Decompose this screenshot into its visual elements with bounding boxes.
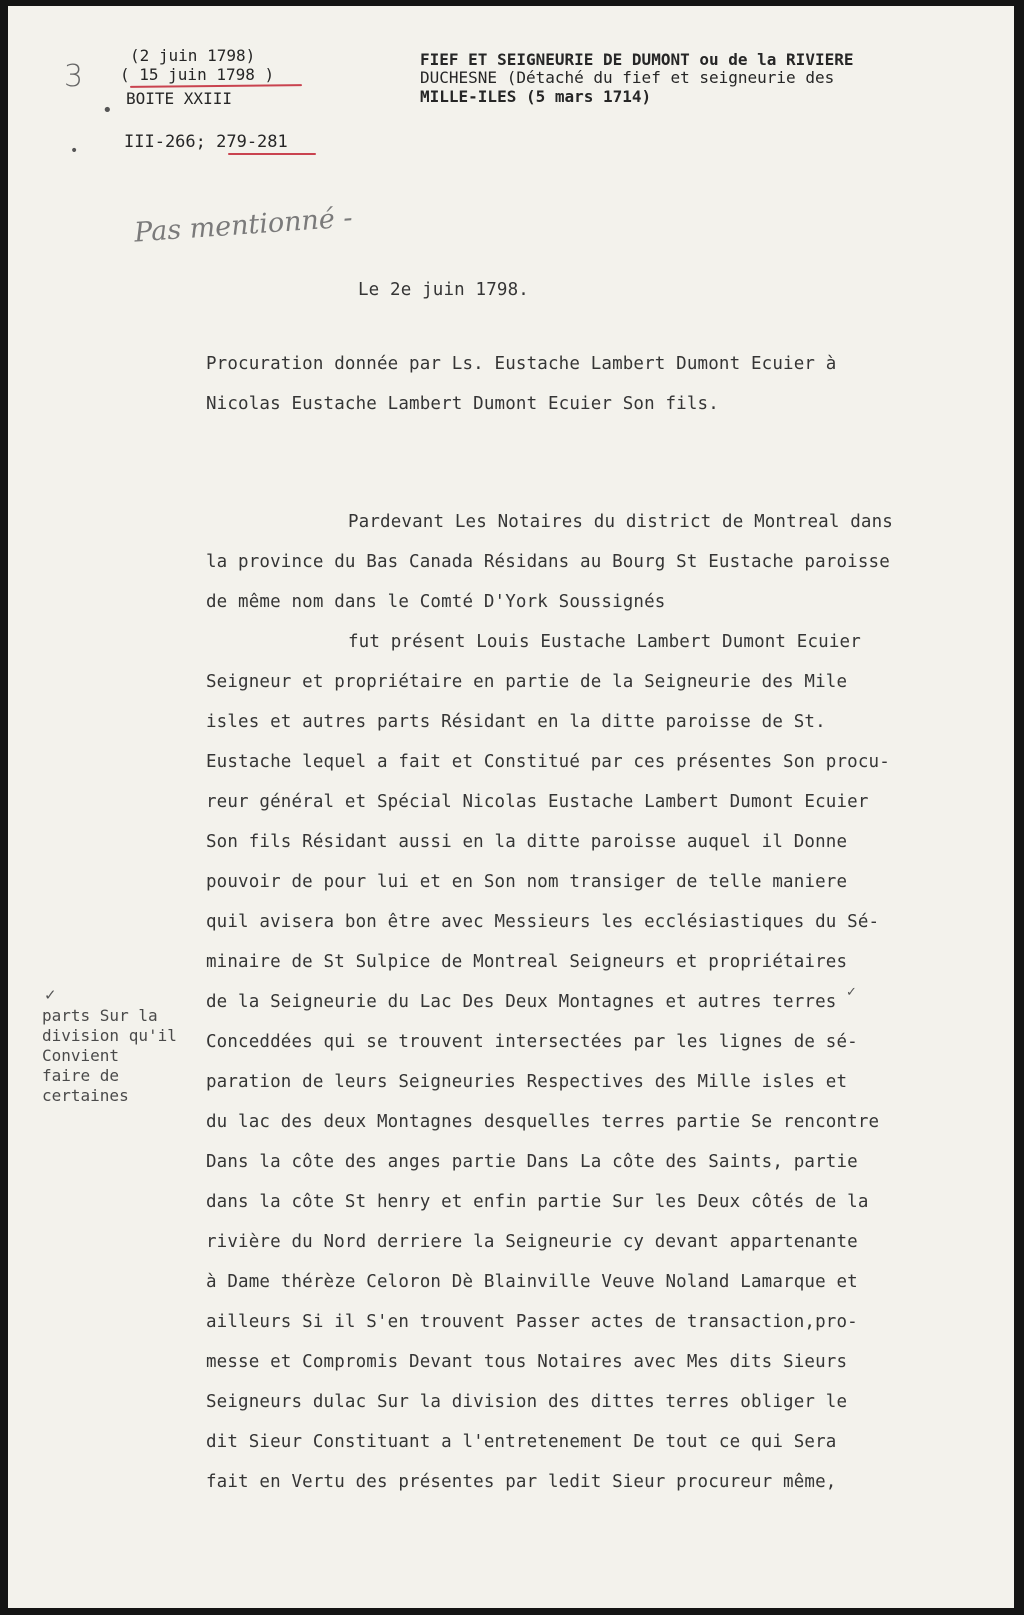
body-line: isles et autres parts Résidant en la ditte paroisse de St.	[206, 712, 826, 732]
body-line: Eustache lequel a fait et Constitué par ces présentes Son procu-	[206, 752, 890, 772]
margin-note-line: division qu'il	[42, 1026, 177, 1045]
body-line: dans la côte St henry et enfin partie Sur les Deux côtés de la	[206, 1192, 869, 1212]
document-page	[8, 6, 1014, 1608]
body-line: à Dame thérèze Celoron Dè Blainville Veuve Noland Lamarque et	[206, 1272, 858, 1292]
pencil-mark: •	[102, 100, 113, 121]
margin-note	[42, 1006, 177, 1106]
reference-underline	[228, 153, 316, 155]
title-line: DUCHESNE (Détaché du fief et seigneurie des	[420, 68, 835, 87]
box-label: BOITE XXIII	[126, 89, 232, 108]
body-line: pouvoir de pour lui et en Son nom transiger de telle maniere	[206, 872, 848, 892]
pencil-mark: •	[70, 143, 79, 159]
reference-numbers: III-266; 279-281	[124, 132, 288, 152]
summary-line: Nicolas Eustache Lambert Dumont Ecuier Son fils.	[206, 394, 719, 414]
margin-note-line: parts Sur la	[42, 1006, 158, 1025]
body-line: minaire de St Sulpice de Montreal Seigneurs et propriétaires	[206, 952, 848, 972]
date-underline	[130, 84, 302, 88]
margin-note-line: Convient	[42, 1046, 120, 1065]
body-line: Pardevant Les Notaires du district de Montreal dans	[348, 512, 893, 532]
body-line: reur général et Spécial Nicolas Eustache Lambert Dumont Ecuier	[206, 792, 869, 812]
body-line: Dans la côte des anges partie Dans La côte des Saints, partie	[206, 1152, 858, 1172]
body-line: de la Seigneurie du Lac Des Deux Montagnes et autres terres	[206, 992, 837, 1012]
check-mark-icon: ✓	[846, 985, 857, 1000]
body-line: quil avisera bon être avec Messieurs les ecclésiastiques du Sé-	[206, 912, 880, 932]
body-line: dit Sieur Constituant a l'entretenement De tout ce qui Sera	[206, 1432, 837, 1452]
reference-date-2: ( 15 juin 1798 )	[120, 65, 275, 84]
title-line: MILLE-ILES (5 mars 1714)	[420, 87, 652, 106]
body-line: paration de leurs Seigneuries Respectives des Mille isles et	[206, 1072, 848, 1092]
body-line: Seigneur et propriétaire en partie de la Seigneurie des Mile	[206, 672, 848, 692]
summary-line: Procuration donnée par Ls. Eustache Lambert Dumont Ecuier à	[206, 354, 837, 374]
document-date: Le 2e juin 1798.	[358, 280, 529, 300]
body-line: messe et Compromis Devant tous Notaires avec Mes dits Sieurs	[206, 1352, 848, 1372]
handwritten-page-number: 3	[64, 59, 84, 94]
body-line: du lac des deux Montagnes desquelles terres partie Se rencontre	[206, 1112, 880, 1132]
body-line: fut présent Louis Eustache Lambert Dumont Ecuier	[348, 632, 861, 652]
body-line: Son fils Résidant aussi en la ditte paroisse auquel il Donne	[206, 832, 848, 852]
body-line: Seigneurs dulac Sur la division des dittes terres obliger le	[206, 1392, 848, 1412]
reference-date-1: (2 juin 1798)	[130, 46, 256, 65]
handwritten-note: Pas mentionné -	[133, 202, 354, 249]
body-line: Conceddées qui se trouvent intersectées par les lignes de sé-	[206, 1032, 858, 1052]
body-line: rivière du Nord derriere la Seigneurie cy devant appartenante	[206, 1232, 858, 1252]
check-mark-icon: ✓	[44, 986, 57, 1004]
margin-note-line: faire de	[42, 1066, 120, 1085]
body-line: fait en Vertu des présentes par ledit Sieur procureur même,	[206, 1472, 837, 1492]
body-line: la province du Bas Canada Résidans au Bourg St Eustache paroisse	[206, 552, 890, 572]
body-line: ailleurs Si il S'en trouvent Passer actes de transaction,pro-	[206, 1312, 858, 1332]
margin-note-line: certaines	[42, 1086, 129, 1105]
title-line: FIEF ET SEIGNEURIE DE DUMONT ou de la RIVIERE	[420, 50, 854, 69]
body-line: de même nom dans le Comté D'York Soussignés	[206, 592, 666, 612]
